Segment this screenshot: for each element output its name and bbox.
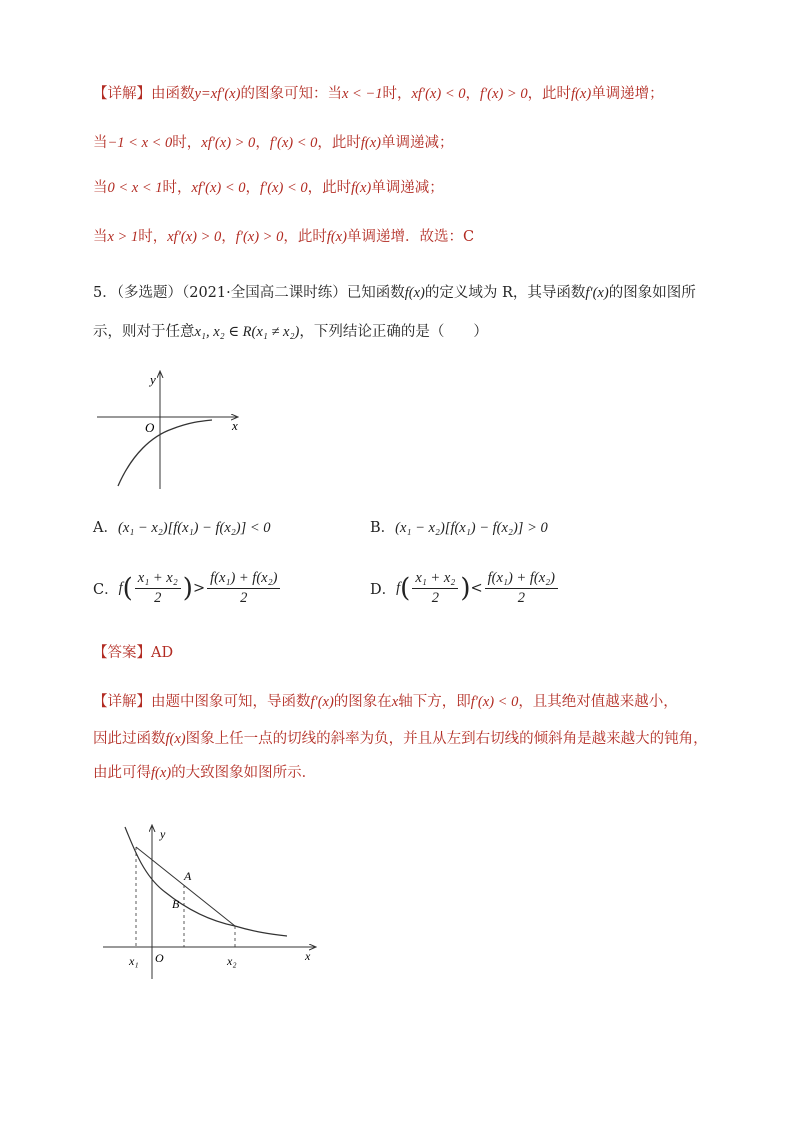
text: ，此时	[307, 180, 352, 196]
text: 时，	[162, 180, 192, 196]
y-label: y	[160, 827, 166, 841]
text: 的大致图象如图所示．	[171, 765, 317, 781]
option-expr: (x₁ − x₂)[f(x₁) − f(x₂)] < 0	[117, 520, 271, 536]
expr-2: f′(x) < 0	[269, 135, 318, 151]
func-expr: y=xf′(x)	[194, 86, 241, 102]
x-label: x	[232, 418, 238, 433]
fx: f(x)	[404, 285, 425, 301]
text: 的图象可知：当	[240, 86, 342, 102]
option-label: C．	[93, 582, 119, 598]
numerator: f(x₁) + f(x₂)	[207, 570, 280, 589]
text: ，	[245, 180, 261, 196]
y-label: y	[150, 372, 156, 387]
origin-label: O	[155, 951, 164, 965]
expr-1: xf′(x) < 0	[411, 86, 466, 102]
explain2-line3	[93, 763, 316, 783]
operator: >	[192, 580, 206, 597]
answer-value: AD	[151, 645, 174, 661]
numerator: f(x₁) + f(x₂)	[485, 570, 558, 589]
origin-label: O	[145, 420, 155, 435]
text: 因此过函数	[93, 731, 166, 747]
text: 时，	[382, 86, 412, 102]
text: 的定义域为 R，其导函数	[424, 285, 586, 301]
f: f	[118, 580, 123, 596]
text: ，下列结论正确的是（ ）	[299, 324, 488, 340]
text: 由题中图象可知，导函数	[151, 694, 311, 710]
point-a-label: A	[184, 869, 192, 883]
right-paren: )	[182, 573, 193, 604]
text: 轴下方，即	[398, 694, 471, 710]
fraction-2	[207, 570, 280, 607]
denominator: 2	[517, 590, 525, 606]
text: 单调递减；	[371, 180, 444, 196]
condition: f′(x) < 0	[470, 694, 519, 710]
answer-tag: 【答案】	[93, 645, 151, 661]
option-label: B．	[370, 520, 396, 536]
fx: f(x)	[571, 86, 592, 102]
question-number: 5．	[93, 285, 117, 301]
numerator: x₁ + x₂	[412, 570, 458, 589]
text: ，	[255, 135, 270, 151]
text: ，此时	[283, 229, 327, 245]
text: 单调递增．故选：C	[346, 229, 475, 245]
expr-1: xf′(x) < 0	[191, 180, 246, 196]
expr-2: f′(x) > 0	[235, 229, 284, 245]
text: 时，	[172, 135, 202, 151]
text: 由此可得	[93, 765, 151, 781]
option-a	[93, 516, 271, 537]
question-line1	[93, 283, 696, 303]
condition: −1 < x < 0	[107, 135, 173, 151]
denominator: 2	[154, 590, 162, 606]
derivative-graph	[92, 364, 252, 494]
fx: f(x)	[151, 765, 172, 781]
explain1-line1	[93, 84, 664, 104]
x2-label: x₂	[227, 954, 237, 968]
text: ，此时	[527, 86, 572, 102]
fraction-2	[485, 570, 558, 607]
text: （多选题）（2021·全国高二课时练）已知函数	[116, 285, 405, 301]
text: 由函数	[151, 86, 195, 102]
fpx: f′(x)	[310, 694, 334, 710]
detail-tag: 【详解】	[93, 86, 151, 102]
expr-1: xf′(x) > 0	[201, 135, 256, 151]
question-line2	[93, 322, 488, 342]
point-b-label: B	[172, 897, 180, 911]
fx: f(x)	[165, 731, 186, 747]
option-label: D．	[370, 582, 397, 598]
text: 图象上任一点的切线的斜率为负，并且从左到右切线的倾斜角是越来越大的钝角，	[185, 731, 708, 747]
denominator: 2	[431, 590, 439, 606]
fx: f(x)	[360, 135, 382, 151]
x1-label: x₁	[129, 954, 139, 968]
x-label: x	[305, 949, 311, 963]
text: ，此时	[317, 135, 361, 151]
variables: x₁, x₂ ∈ R(x₁ ≠ x₂)	[194, 324, 300, 340]
explain1-line4	[93, 227, 474, 247]
text: ，	[465, 86, 480, 102]
f: f	[396, 580, 401, 596]
expr-1: xf′(x) > 0	[167, 229, 222, 245]
condition: 0 < x < 1	[107, 180, 163, 196]
text: 示，则对于任意	[93, 324, 195, 340]
denominator: 2	[240, 590, 248, 606]
explain2-line2	[93, 729, 708, 749]
text: 时，	[138, 229, 168, 245]
option-label: A．	[93, 520, 118, 536]
answer-line	[93, 643, 173, 663]
text: 当	[93, 229, 108, 245]
option-b	[370, 516, 548, 537]
text: 的图象如图所	[608, 285, 696, 301]
detail-tag: 【详解】	[93, 694, 151, 710]
secant-line	[136, 847, 235, 926]
right-paren: )	[460, 573, 471, 604]
explain1-line3	[93, 178, 444, 198]
numerator: x₁ + x₂	[135, 570, 181, 589]
text: 当	[93, 180, 108, 196]
text: 当	[93, 135, 108, 151]
fx: f(x)	[326, 229, 347, 245]
function-graph	[100, 822, 320, 982]
fraction-1	[135, 570, 181, 607]
left-paren: (	[122, 573, 133, 604]
fx: f(x)	[351, 180, 372, 196]
fpx: f′(x)	[585, 285, 609, 301]
option-c	[93, 570, 282, 607]
function-curve	[125, 827, 287, 936]
explain1-line2	[93, 133, 454, 153]
text: 单调递减；	[381, 135, 454, 151]
x-axis-name: x	[391, 694, 399, 710]
derivative-curve	[118, 420, 212, 486]
left-paren: (	[400, 573, 411, 604]
text: ，且其绝对值越来越小，	[518, 694, 678, 710]
condition: x < −1	[341, 86, 383, 102]
text: ，	[221, 229, 236, 245]
explain2-line1	[93, 692, 678, 712]
option-expr: (x₁ − x₂)[f(x₁) − f(x₂)] > 0	[395, 520, 548, 536]
expr-2: f′(x) < 0	[260, 180, 308, 196]
text: 单调递增；	[591, 86, 664, 102]
condition: x > 1	[107, 229, 139, 245]
operator: <	[470, 580, 483, 597]
option-d	[370, 570, 560, 607]
expr-2: f′(x) > 0	[479, 86, 528, 102]
text: 的图象在	[333, 694, 392, 710]
fraction-1	[412, 570, 458, 607]
